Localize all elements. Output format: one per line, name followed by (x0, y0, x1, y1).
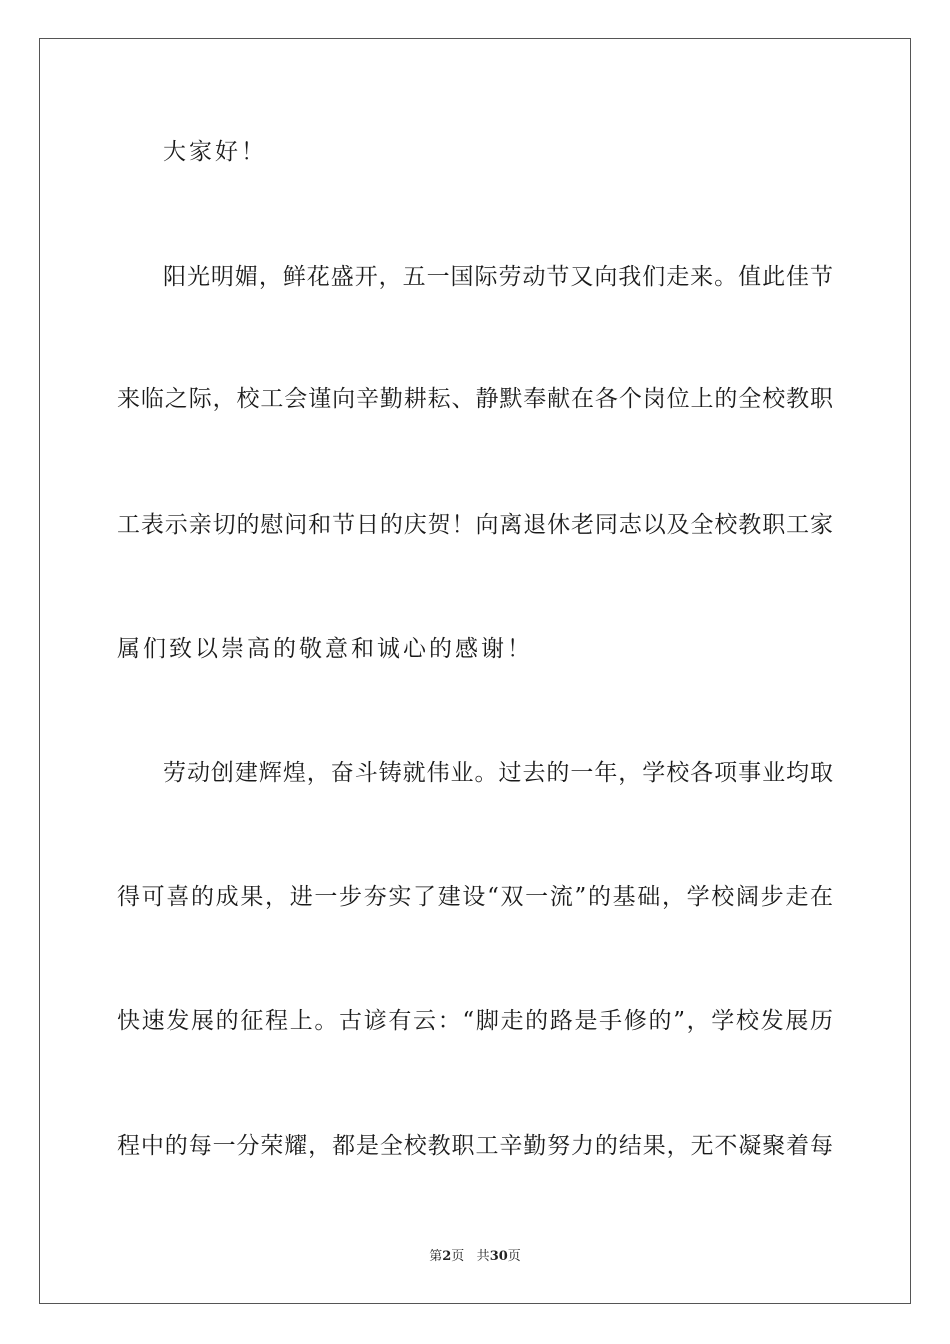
paragraph-1-line-4: 属们致以崇高的敬意和诚心的感谢！ (117, 636, 533, 662)
page-suffix: 页 (451, 1249, 465, 1264)
paragraph-1-line-1: 阳光明媚，鲜花盛开，五一国际劳动节又向我们走来。值此佳节 (163, 264, 833, 290)
total-suffix: 页 (507, 1249, 521, 1264)
total-pages: 30 (489, 1249, 508, 1264)
page-footer (0, 1248, 950, 1266)
paragraph-2-line-1: 劳动创建辉煌，奋斗铸就伟业。过去的一年，学校各项事业均取 (163, 760, 833, 786)
paragraph-2-line-2: 得可喜的成果，进一步夯实了建设“双一流”的基础，学校阔步走在 (117, 884, 833, 910)
total-prefix: 共 (476, 1249, 490, 1264)
greeting-line: 大家好！ (163, 139, 267, 165)
paragraph-2-line-3: 快速发展的征程上。古谚有云：“脚走的路是手修的”，学校发展历 (117, 1008, 833, 1034)
page-number: 2 (442, 1249, 452, 1264)
paragraph-1-line-2: 来临之际，校工会谨向辛勤耕耘、静默奉献在各个岗位上的全校教职 (117, 386, 833, 412)
paragraph-1-line-3: 工表示亲切的慰问和节日的庆贺！向离退休老同志以及全校教职工家 (117, 512, 833, 538)
page-prefix: 第 (429, 1249, 443, 1264)
page-border (39, 38, 911, 1304)
paragraph-2-line-4: 程中的每一分荣耀，都是全校教职工辛勤努力的结果，无不凝聚着每 (117, 1133, 833, 1159)
